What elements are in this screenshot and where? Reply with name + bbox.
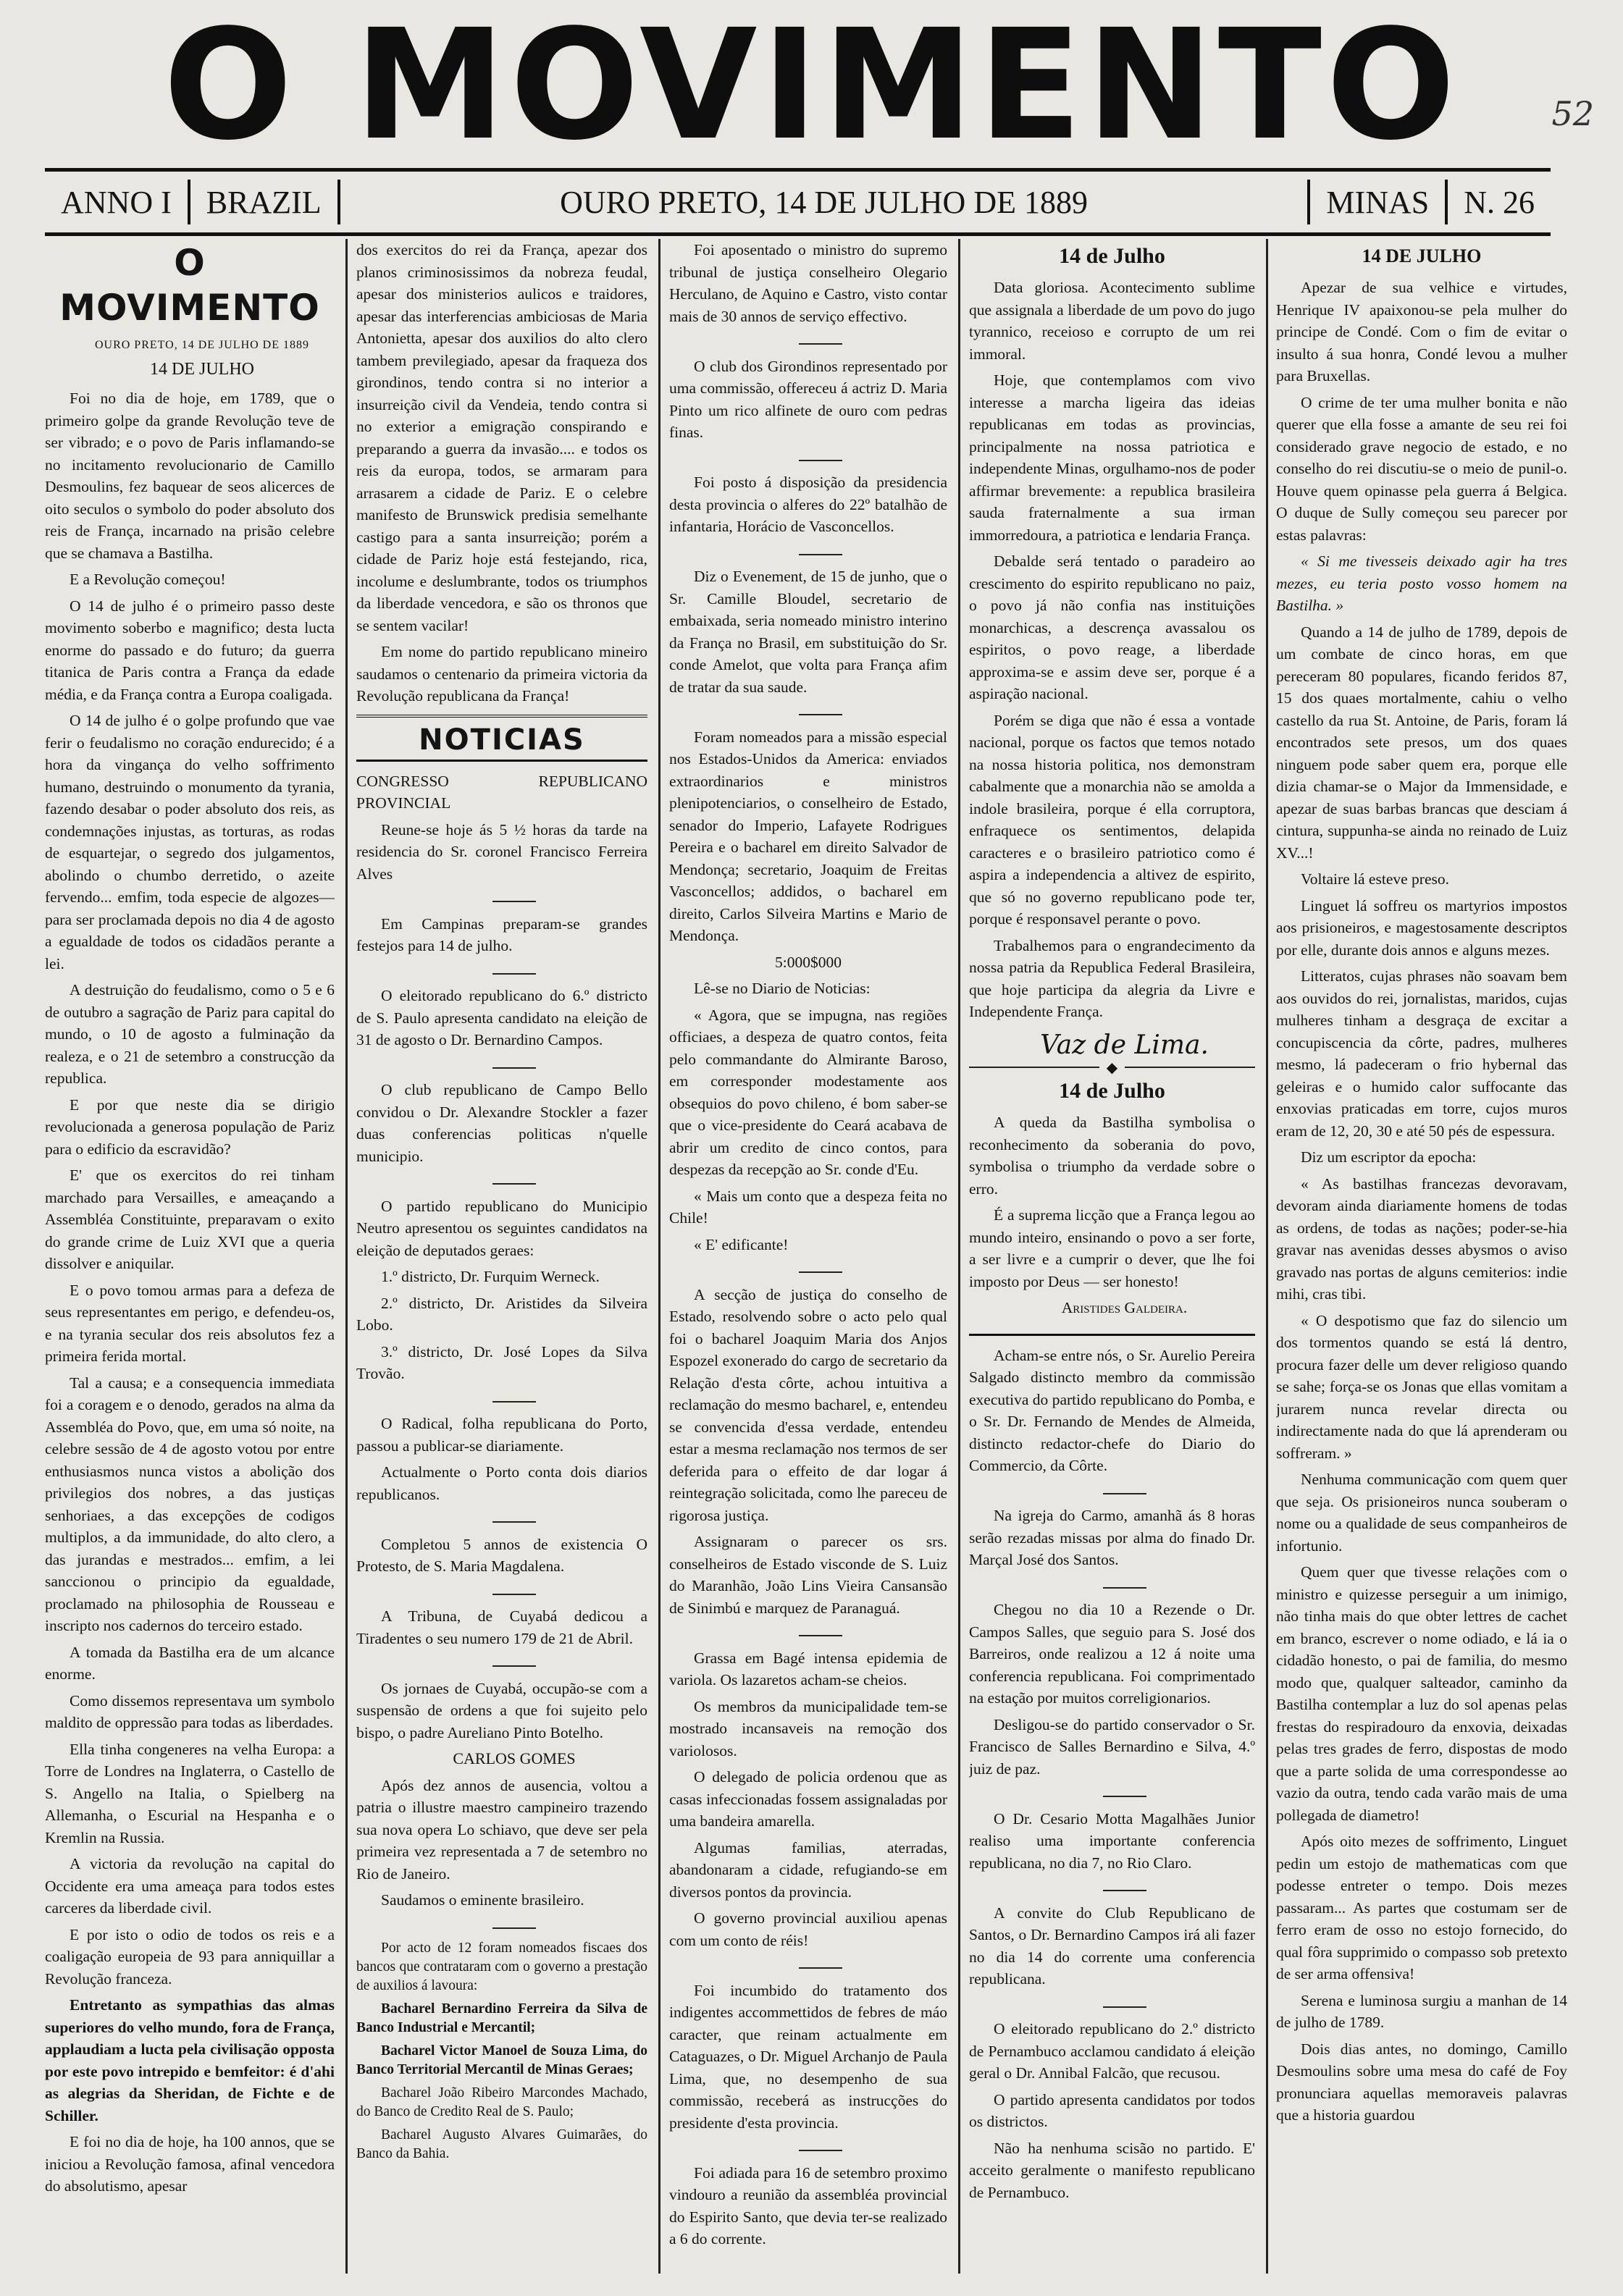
news-item: Após dez annos de ausencia, voltou a patria o illustre maestro campineiro trazendo sua nova opera Lo schiavo, que deve ser pela primeira vez representada a 7 de setembro no Rio de Janeiro. [356,1776,647,1883]
article-heading: 14 de Julho [1059,1079,1165,1103]
paragraph: E o povo tomou armas para a defeza de seus representantes em perigo, e defendeu-os, e na tyrania secular dos reis absolutos fez a primeira ferida mortal. [45,1281,335,1365]
news-item: Foi adiada para 16 de setembro proximo vindouro a reunião da assembléa provincial do Espirito Santo, que devia ter-se realizado a 6 do corrente. [669,2163,947,2247]
paragraph: O crime de ter uma mulher bonita e não querer que ella fosse a amante de seu rei foi considerado grave negocio de estado, e no conselho do rei discutiu-se o meio de punil-o. Houve quem opinasse pela guerra á Belgica. O duque de Sully começou seu parecer por estas palavras: [1276,393,1567,544]
section-title: CONGRESSO REPUBLICANO PROVINCIAL [356,772,647,812]
separator [969,1576,1255,1598]
news-item: 3.º districto, Dr. José Lopes da Silva Trovão. [356,1342,647,1382]
paragraph: Foi no dia de hoje, em 1789, que o primeiro golpe da grande Revolução teve de ser vibrado; e o povo de Paris inflamando-se no incitamento revolucionario de Camillo Desmoulins, fez baquear de seos alicerces de oito seculos o symbolo do poder absoluto dos reis de França, incarnado na prisão celebre que se chamava a Bastilha. [45,390,335,562]
news-item: Lê-se no Diario de Noticias: [694,980,871,997]
news-item: Em Campinas preparam-se grandes festejos para 14 de julho. [356,914,647,954]
column-rule [345,239,348,2274]
news-item: Bacharel João Ribeiro Marcondes Machado, do Banco de Credito Real de S. Paulo; [356,2085,647,2119]
paragraph: A destruição do feudalismo, como o 5 e 6 de outubro a sagração de Pariz para capital do mundo, o 10 de agosto a fulminação da realeza, e o 21 de setembro a construcção da republica. [45,981,335,1087]
separator [356,1389,647,1412]
column-rule [958,239,960,2274]
paragraph: E a Revolução começou! [70,571,226,588]
news-item: Bacharel Augusto Alvares Guimarães, do Banco da Bahia. [356,2127,647,2161]
carlos-gomes-heading: CARLOS GOMES [453,1749,576,1767]
column-rule [1266,239,1268,2274]
paragraph: Diz um escriptor da epocha: [1301,1148,1477,1166]
news-item: Completou 5 annos de existencia O Protesto, de S. Maria Magdalena. [356,1535,647,1575]
separator [669,1260,947,1282]
paragraph: A queda da Bastilha symbolisa o reconhecimento da soberania do povo, symbolisa o triumpho da verdade sobre o erro. [969,1114,1255,1198]
separator [669,448,947,471]
paragraph: Litteratos, cujas phrases não soavam bem aos ouvidos do rei, jornalistas, maridos, cujas mulheres tinham a desgraça de excitar a concupiscencia da côrte, padres, mulheres mesmo, lá padeceram o frio hybernal das geleiras e o humido calor suffocante das enxovias praticadas em torre, cujos muros eram de 12, 20, 30 e até 50 pés de espessura. [1276,967,1567,1140]
separator [969,1481,1255,1504]
signature: Vaz de Lima. [1040,1030,1209,1060]
paragraph: Após oito mezes de soffrimento, Linguet pedin um estojo de mathematicas com que podesse entreter o tempo. Dois mezes passaram... As partes que costumam ser de ferro eram de osso no estojo fornecido, do qual fôra supprimido o compasso sob pretexto de ser arma offensiva! [1276,1833,1567,1982]
paragraph: E por isto o odio de todos os reis e a coaligação europeia de 93 para anniquillar a Revolução franceza. [45,1925,335,1988]
paragraph: É a suprema licção que a França legou ao mundo inteiro, ensinando o povo a ser forte, a ser livre e a cumprir o dever, que lhe foi imposto por Deus — ser honesto! [969,1206,1255,1290]
news-item: Foi incumbido do tratamento dos indigentes accommettidos de febres de máo caracter, que reinam actualmente em Cataguazes, o Dr. Miguel Archanjo de Paula Lima, que, no desempenho de sua commissão, receberá as instrucções do presidente d'esta provincia. [669,1981,947,2132]
separator [669,702,947,725]
column-5 [1276,239,1567,2281]
paragraph: Serena e luminosa surgiu a manhan de 14 de julho de 1789. [1276,1991,1567,2031]
paragraph: E' que os exercitos do rei tinham marchado para Versailles, e ameaçando a Assembléa Constituinte, preparavam o exito do grande crime de Luiz XVI que a queria dissolver e aniquilar. [45,1166,335,1272]
paragraph: Dois dias antes, no domingo, Camillo Desmoulins sobre uma mesa do café de Foy pronunciara aquellas memoraveis palavras que a historia guardou [1276,2040,1567,2124]
news-item: O partido republicano do Municipio Neutro apresentou os seguintes candidatos na eleição de deputados geraes: [356,1197,647,1259]
amount-heading: 5:000$000 [775,953,842,971]
paragraph: Tal a causa; e a consequencia immediata foi a coragem e o denodo, gerados na alma da Assembléa do Povo, que, em uma só noite, na celebre sessão de 4 de agosto votou por entre enthusiasmos nunca vistos a abolição dos privilegios dos nobres, a das justiças senhoriaes, a das excepções de codigos multiplos, a da immunidade, do alto clero, a das jurandas e mestrados... emfim, a lei sanccionou o principio da egualdade, proclamado na philosophia de Rousseau e inscripto nos cadernos do terceiro estado. [45,1374,335,1634]
dateline: OURO PRETO, 14 DE JULHO DE 1889 [560,184,1088,220]
paragraph: Hoje, que contemplamos com vivo interesse a marcha ligeira das ideias republicanas em todas as provincias, principalmente na nossa patriotica e independente Minas, orgulhamo-nos de poder affirmar brevemente: a republica brasileira sauda fraternalmente a sua irman immorredoura, a patriotica e lendaria França. [969,371,1255,544]
separator [969,1995,1255,2017]
news-item: O Radical, folha republicana do Porto, passou a publicar-se diariamente. [356,1415,647,1455]
news-item: Diz o Evenement, de 15 de junho, que o Sr. Camille Bloudel, secretario de embaixada, seria nomeado ministro interino da França no Brasil, em substituição do Sr. conde Amelot, que volta para França afim de tratar da sua saude. [669,568,947,696]
news-item: Desligou-se do partido conservador o Sr. Francisco de Salles Bernardino e Silva, 4.º juiz de paz. [969,1715,1255,1778]
separator [356,1172,647,1194]
news-item: Saudamos o eminente brasileiro. [381,1891,584,1909]
paragraph: « As bastilhas francezas devoravam, devoram ainda diariamente homens de todas as ordens, de todas as nações; poder-se-hia gravar nas avenidas desses abysmos o aviso gravado nas portas de alguns cemiterios: indie mihi, cras tibi. [1276,1174,1567,1303]
paragraph: A victoria da revolução na capital do Occidente era uma ameaça para todos estes carceres da liberdade civil. [45,1855,335,1917]
separator [356,1510,647,1532]
column-1 [45,239,335,2281]
news-item: O Dr. Cesario Motta Magalhães Junior realiso uma importante conferencia republicana, no dia 7, no Rio Claro. [969,1809,1255,1872]
ornament-divider: ◆ [969,1067,1255,1068]
paragraph: E foi no dia de hoje, ha 100 annos, que se iniciou a Revolução famosa, afinal vencedora do absolutismo, apesar [45,2133,335,2195]
column-3 [669,239,947,2281]
separator [356,1916,647,1938]
separator [969,1784,1255,1807]
info-bar [45,168,1551,236]
news-item: 2.º districto, Dr. Aristides da Silveira Lobo. [356,1294,647,1334]
paragraph: Em nome do partido republicano mineiro saudamos o centenario da primeira victoria da Revolução republicana da França! [356,643,647,705]
news-item: O club republicano de Campo Bello convidou o Dr. Alexandre Stockler a fazer duas conferencias politicas n'quelle municipio. [356,1081,647,1165]
separator [356,962,647,984]
news-item: A secção de justiça do conselho de Estado, resolvendo sobre o acto pelo qual foi o bacharel Joaquim Maria dos Anjos Espozel exonerado do cargo de secretario da Relação d'esta côrte, achou intuitiva a reclamação do mesmo bacharel, e, entendeu se convencida d'essa verdade, entendeu estar a mesma reclamação nos termos de ser deferida para o effeito de dar logar á reintegração solicitada, como lhe pareceu de rigorosa justiça. [669,1285,947,1524]
paragraph: « Si me tivesseis deixado agir ha tres mezes, eu teria posto vosso homem na Bastilha. » [1276,552,1567,614]
news-item: A convite do Club Republicano de Santos, o Dr. Bernardino Campos irá ali fazer no dia 14 do corrente uma conferencia republicana. [969,1904,1255,1988]
separator [669,332,947,354]
news-item: O eleitorado republicano do 6.º districto de S. Paulo apresenta candidato na eleição de 31 de agosto o Dr. Bernardino Campos. [356,987,647,1048]
article-heading: 14 de Julho [1059,244,1165,268]
news-item: O governo provincial auxiliou apenas com um conto de réis! [669,1909,947,1949]
paragraph: E por que neste dia se dirigio revolucionada a generosa população de Pariz para o edificio da escravidão? [45,1096,335,1158]
news-item: 1.º districto, Dr. Furquim Werneck. [381,1268,600,1285]
news-item: Na igreja do Carmo, amanhã ás 8 horas serão rezadas missas por alma do finado Dr. Marçal José dos Santos. [969,1507,1255,1568]
editorial-dateline: OURO PRETO, 14 DE JULHO DE 1889 [94,339,310,351]
news-item: Algumas familias, aterradas, abandonaram a cidade, refugiando-se em diversos pontos da provincia. [669,1838,947,1901]
paragraph: Ella tinha congeneres na velha Europa: a Torre de Londres na Inglaterra, o Castello de S. Angello na Italia, o Spielberg na Allemanha, o Escurial na Hespanha e o Kremlin na Russia. [45,1740,335,1846]
news-item: « Mais um conto que a despeza feita no Chile! [669,1187,947,1227]
separator [356,889,647,912]
paragraph: Voltaire lá esteve preso. [1301,870,1449,888]
separator [669,2138,947,2161]
news-item: O delegado de policia ordenou que as casas infeccionadas fossem assignaladas por uma bandeira amarella. [669,1768,947,1830]
column-2 [356,239,647,2281]
news-item: Actualmente o Porto conta dois diarios republicanos. [356,1463,647,1503]
paragraph: dos exercitos do rei da França, apezar dos planos criminosissimos da nobreza feudal, apesar dos ministerios aulicos e traidores, apesar das interferencias ambiciosas de Maria Antonietta, apesar dos auxilios do alto clero tambem previlegiado, apesar da fraqueza dos girondinos, tendo contra si no interior a insurreição civil da Vendeia, tendo contra si no exterior a emigração conspirando e preparando a guerra da invasão.... e todos os reis da europa, todos, se armaram para arrasarem a cidade de Pariz. E o celebre manifesto de Brunswick predisia semelhante castigo para a santa insurreição; porém a cidade de Pariz hoje está festejando, rica, incolume e deslumbrante, todos os triumphos da liberdade vencedora, e são os thronos que se sentem vacilar! [356,241,647,634]
news-item: Por acto de 12 foram nomeados fiscaes dos bancos que contrataram com o governo a prestação de auxilios á lavoura: [356,1940,647,1993]
news-item: Chegou no dia 10 a Rezende o Dr. Campos Salles, que seguio para S. José dos Barreiros, onde realizou a 12 á noite uma conferencia republicana. Foi comprimentado na estação por muitos correligionarios. [969,1601,1255,1707]
masthead-title: O MOVIMENTO [163,0,1460,174]
separator [969,1878,1255,1901]
news-item: Assignaram o parecer os srs. conselheiros de Estado visconde de S. Luiz do Maranhão, João Lins Vieira Cansansão de Sinimbú e marquez de Paranaguá. [669,1533,947,1617]
editorial-heading: O MOVIMENTO [59,242,320,329]
news-item: O partido apresenta candidatos por todos os districtos. [969,2090,1255,2130]
news-item: Não ha nenhuma scisão no partido. E' acceito geralmente o manifesto republicano de Pernambuco. [969,2139,1255,2201]
anno-label: ANNO I [61,184,172,220]
separator [356,1654,647,1676]
paragraph: O 14 de julho é o primeiro passo deste movimento soberbo e magnifico; desta lucta enorme do passado e do futuro; da guerra titanica de Paris contra a França da edade média, e da França contra a Europa coaligada. [45,597,335,703]
separator [356,1582,647,1605]
separator [356,1056,647,1078]
news-item: Reune-se hoje ás 5 ½ horas da tarde na residencia do Sr. coronel Francisco Ferreira Alves [356,820,647,883]
paragraph: Entretanto as sympathias das almas superiores do velho mundo, fora de França, applaudiam a lucta pela civilisação opposta por este povo intrepido e bemfeitor: é d'ahi as alegrias da Sheridan, de Fichte e de Schiller. [45,1996,335,2124]
column-rule [658,239,660,2274]
news-item: Foi aposentado o ministro do supremo tribunal de justiça conselheiro Olegario Herculano, de Aquino e Castro, visto contar mais de 30 annos de serviço effectivo. [669,241,947,325]
news-item: Os jornaes de Cuyabá, occupão-se com a suspensão de ordens a que foi sujeito pelo bispo, o padre Aureliano Pinto Botelho. [356,1679,647,1741]
handwritten-page-number: 52 [1551,94,1594,133]
paragraph: O 14 de julho é o golpe profundo que vae ferir o feudalismo no coração endurecido; é a hora da vingança do velho soffrimento humano, destruindo o monumento da tyrania, fazendo desabar o poder absoluto dos reis, as condemnações injustas, as torturas, as rodas de esquartejar, o segredo dos julgamentos, abolindo o chumbo derretido, o azeite fervendo... emfim, toda especie de algozes—para ser proclamada depois no dia 4 de agosto a egualdade de todos os cidadãos perante a lei. [45,712,335,972]
news-item: Os membros da municipalidade tem-se mostrado incansaveis na remoção dos variolosos. [669,1697,947,1759]
paragraph: Quando a 14 de julho de 1789, depois de um combate de cinco horas, em que pereceram 80 populares, ficando feridos 87, 15 dos quaes mortalmente, cahiu o velho castello da rua St. Antoine, de Paris, foram lá encontrados sete presos, um dos quaes ninguem pode saber quem era, porque elle dizia chamar-se o Major da Immensidade, e apezar de suas barbas brancas que desciam á cintura, suppunha-se ainda no reinado de Luiz XV...! [1276,623,1567,862]
article-heading: 14 DE JULHO [1362,245,1482,266]
noticias-heading: NOTICIAS [356,715,647,762]
paragraph: Linguet lá soffreu os martyrios impostos aos prisioneiros, e magestosamente descriptos por elle, durante dois annos e alguns mezes. [1276,896,1567,959]
news-item: Foi posto á disposição da presidencia desta provincia o alferes do 22º batalhão de infantaria, Horácio de Vasconcellos. [669,474,947,535]
paragraph: Debalde será tentado o paradeiro ao crescimento do espirito republicano no paiz, o povo já não confia nas instituições monarchicas, a descrença avassalou os espiritos, o povo reage, a liberdade approxima-se e assim deve ser, porque é a aspiração nacional. [969,552,1255,702]
section-rule [969,1334,1255,1336]
news-item: Acham-se entre nós, o Sr. Aurelio Pereira Salgado distincto membro da commissão executiva do partido republicano do Pomba, e o Sr. Dr. Fernando de Mendes de Almeida, distincto redactor-chefe do Diario do Commercio, da Côrte. [969,1346,1255,1474]
byline: Aristides Galdeira. [1061,1299,1188,1316]
news-item: « Agora, que se impugna, nas regiões officiaes, a despeza de quatro contos, feita pelo commandante do Almirante Baroso, em corresponder modestamente aos obsequios do povo chileno, é bom saber-se que o vice-presidente do Ceará acabava de abrir um credito de cinco contos, para despezas da recepção ao Sr. conde d'Eu. [669,1006,947,1178]
news-item: Bacharel Victor Manoel de Souza Lima, do Banco Territorial Mercantil de Minas Geraes; [356,2043,647,2077]
editorial-subhead: 14 DE JULHO [150,359,254,379]
separator [669,1956,947,1978]
news-item: Grassa em Bagé intensa epidemia de variola. Os lazaretos acham-se cheios. [669,1649,947,1689]
paragraph: A tomada da Bastilha era de um alcance enorme. [45,1643,335,1683]
news-item: O club dos Girondinos representado por uma commissão, offereceu á actriz D. Maria Pinto um rico alfinete de ouro com pedras finas. [669,357,947,441]
issue-number: N. 26 [1464,184,1535,220]
paragraph: Porém se diga que não é essa a vontade nacional, porque os factos que temos notado na nossa historia politica, nos demonstram cabalmente que a monarchia não se amolda a indole brasileira, porque é ella corruptora, enfraquece os sentimentos, delapida caracteres e o brasileiro patriotico como é aspira a independencia a altivez de espirito, que só no governo republicano pode ter, porque é responsavel perante o povo. [969,711,1255,928]
paragraph: Data gloriosa. Acontecimento sublime que assignala a liberdade de um povo do jugo tyrannico, receioso e corrupto de um rei immoral. [969,279,1255,363]
paragraph: Apezar de sua velhice e virtudes, Henrique IV apaixonou-se pela mulher do principe de Condé. Com o fim de evitar o insulto á sua honra, Condé levou a mulher para Bruxellas. [1276,279,1567,384]
news-item: Foram nomeados para a missão especial nos Estados-Unidos da America: enviados extraordinarios e ministros plenipotenciarios, o conselheiro de Estado, senador do Imperio, Lafayete Rodrigues Pereira e o bacharel em direito Salvador de Mendonça; secretario, Joaquim de Freitas Vasconcellos; addidos, o bacharel em direito, Carlos Silveira Martins e Mario de Mendonça. [669,728,947,944]
news-item: Bacharel Bernardino Ferreira da Silva de Banco Industrial e Mercantil; [356,2001,647,2035]
country-label: BRAZIL [206,184,322,220]
paragraph: Quem quer que tivesse relações com o ministro e quizesse perseguir a um inimigo, não tinha mais do que obter lettres de cachet em branco, escrever o nome odiado, e lá ia o cidadão honesto, o pai de familia, do mesmo modo que, qualquer salteador, caminho da Bastilha contemplar a luz do sol apenas pelas frestas do respiradouro da enxovia, deixadas pelas tres grades de ferro, dispostas de modo que a parte solida de uma correspondesse ao vazio da outra, tendo cada varão mais de uma pollegada de diametro! [1276,1563,1567,1824]
column-4 [969,239,1255,2281]
paragraph: Nenhuma communicação com quem quer que seja. Os prisioneiros nunca souberam o nome ou a qualidade de seus companheiros de infortunio. [1276,1471,1567,1555]
separator [669,542,947,565]
paragraph: Como dissemos representava um symbolo maldito de oppressão para todas as liberdades. [45,1691,335,1731]
state-label: MINAS [1326,184,1430,220]
paragraph: Trabalhemos para o engrandecimento da nossa patria da Republica Federal Brasileira, que hoje participa da alegria da Livre e Independente França. [969,936,1255,1020]
news-item: O eleitorado republicano do 2.º districto de Pernambuco acclamou candidato á eleição geral o Dr. Annibal Falcão, que recusou. [969,2020,1255,2082]
news-item: « E' edificante! [694,1235,789,1253]
paragraph: « O despotismo que faz do silencio um dos tormentos quando se está lá dentro, procura fazer delle um dever religioso quando se sahe; força-se os Jonas que ellas vomitam a jurarem nunca revelar directa ou indirectamente nada do que lá aprenderam ou soffreram. » [1276,1311,1567,1462]
news-item: A Tribuna, de Cuyabá dedicou a Tiradentes o seu numero 179 de 21 de Abril. [356,1607,647,1647]
separator [669,1623,947,1646]
